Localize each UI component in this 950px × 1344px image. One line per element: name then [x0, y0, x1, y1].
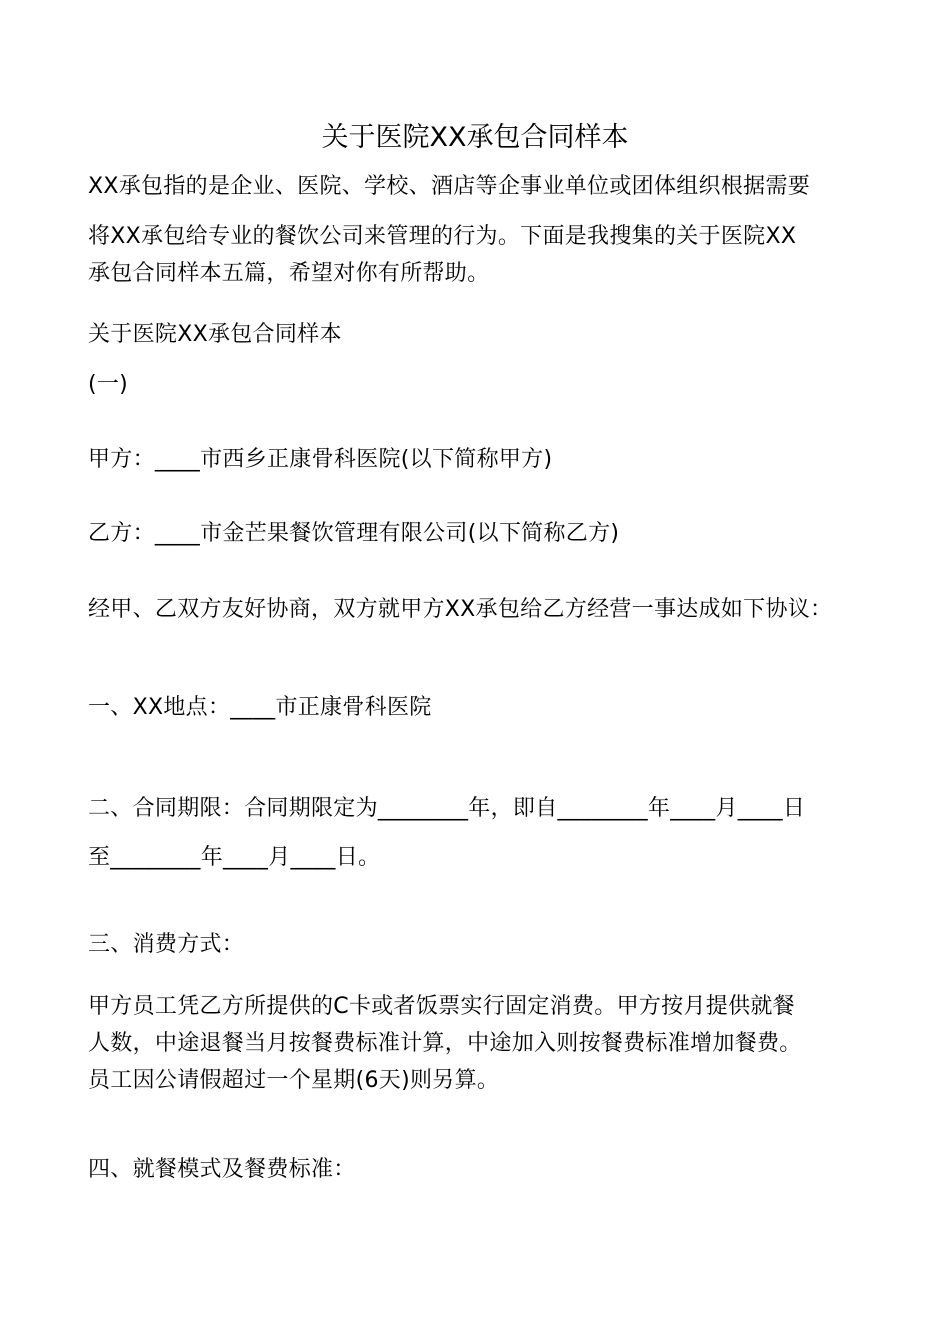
clause-payment-heading: 三、消费方式：: [88, 932, 245, 957]
clause-payment-line-2: 人数，中途退餐当月按餐费标准计算，中途加入则按餐费标准增加餐费。: [88, 1031, 802, 1056]
intro-line-1: XX承包指的是企业、医院、学校、酒店等企事业单位或团体组织根据需要: [88, 174, 811, 199]
clause-meal-heading: 四、就餐模式及餐费标准：: [88, 1157, 356, 1182]
agreement-statement: 经甲、乙双方友好协商，双方就甲方XX承包给乙方经营一事达成如下协议：: [88, 597, 833, 622]
clause-term-line-1: 二、合同期限：合同期限定为________年，即自________年____月____日: [88, 796, 806, 821]
intro-line-3: 承包合同样本五篇，希望对你有所帮助。: [88, 261, 490, 286]
party-b: 乙方：____市金芒果餐饮管理有限公司(以下简称乙方): [88, 521, 620, 546]
subtitle: 关于医院XX承包合同样本: [88, 322, 342, 347]
part-number: (一): [88, 372, 129, 397]
intro-line-2: 将XX承包给专业的餐饮公司来管理的行为。下面是我搜集的关于医院XX: [88, 224, 797, 249]
clause-payment-line-1: 甲方员工凭乙方所提供的C卡或者饭票实行固定消费。甲方按月提供就餐: [88, 994, 795, 1019]
clause-payment-line-3: 员工因公请假超过一个星期(6天)则另算。: [88, 1068, 500, 1093]
party-a: 甲方：____市西乡正康骨科医院(以下简称甲方): [88, 447, 553, 472]
document-title: 关于医院XX承包合同样本: [321, 122, 629, 153]
clause-term-line-2: 至________年____月____日。: [88, 845, 381, 870]
clause-location: 一、XX地点：____市正康骨科医院: [88, 695, 432, 720]
